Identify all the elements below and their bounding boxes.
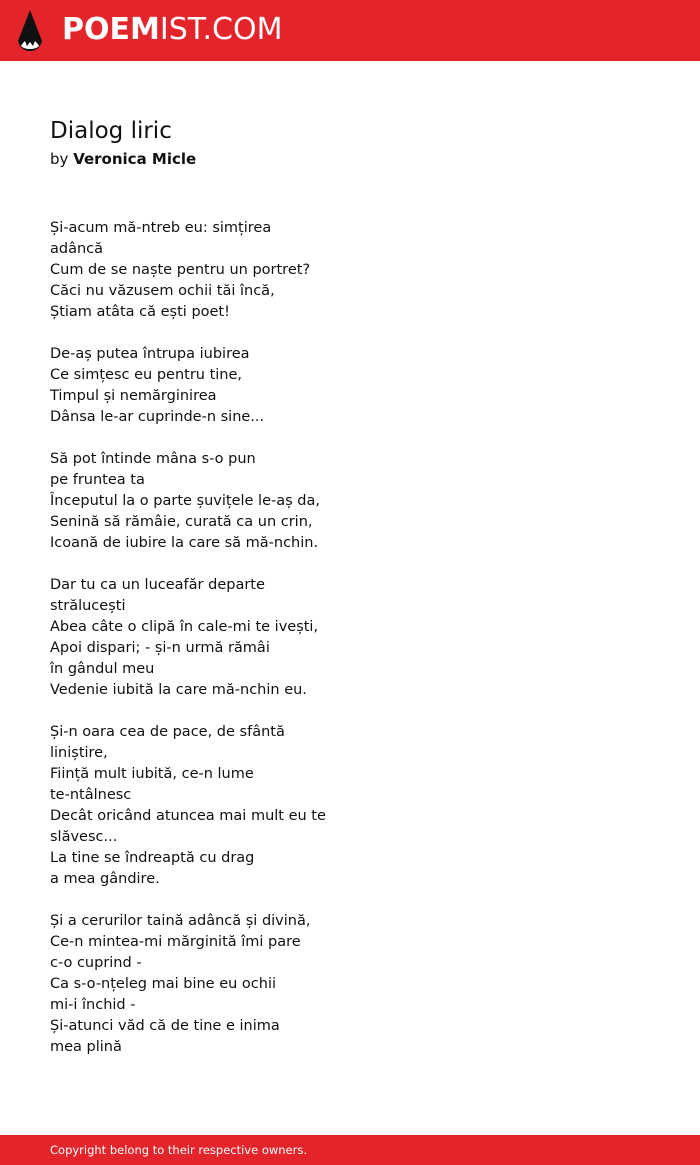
poem-line: te-ntâlnesc: [50, 787, 132, 803]
top-bar: [0, 0, 700, 61]
poem-line: Începutul la o parte șuvițele le-aș da,: [50, 493, 320, 509]
poem-line: De-aș putea întrupa iubirea: [50, 346, 250, 362]
poem-line: liniștire,: [50, 745, 108, 761]
poem-title: Dialog liric: [50, 118, 172, 144]
poem-line: Senină să rămâie, curată ca un crin,: [50, 514, 313, 530]
stanza-break: [50, 701, 350, 722]
poem-line: Și-acum mă-ntreb eu: simțirea: [50, 220, 272, 236]
poem-line: Și a cerurilor taină adâncă și divină,: [50, 913, 311, 929]
stanza-break: [50, 554, 350, 575]
poem-line: Și-atunci văd că de tine e inima: [50, 1018, 280, 1034]
poem-line: mea plină: [50, 1039, 122, 1055]
poem-line: Decât oricând atuncea mai mult eu te: [50, 808, 326, 824]
poem-line: adâncă: [50, 241, 104, 257]
poem-line: Vedenie iubită la care mă-nchin eu.: [50, 682, 307, 698]
stanza-break: [50, 428, 350, 449]
logo-wordmark-bold: POEM: [62, 12, 160, 47]
poem-line: a mea gândire.: [50, 871, 160, 887]
poem-line: Timpul și nemărginirea: [50, 388, 217, 404]
author-name[interactable]: Veronica Micle: [73, 150, 197, 168]
poem-line: în gândul meu: [50, 661, 155, 677]
logo-wordmark-light: IST.COM: [159, 12, 283, 47]
poem-line: c-o cuprind -: [50, 955, 142, 971]
poem-body: [50, 218, 350, 1058]
poem-line: mi-i închid -: [50, 997, 136, 1013]
poem-line: slăvesc...: [50, 829, 118, 845]
byline-prefix: by: [50, 150, 69, 168]
poem-line: Știam atâta că ești poet!: [50, 304, 230, 320]
poem-line: Abea câte o clipă în cale-mi te ivești,: [50, 619, 319, 635]
stanza-break: [50, 323, 350, 344]
poem-line: Dar tu ca un luceafăr departe: [50, 577, 265, 593]
poem-line: Icoană de iubire la care să mă-nchin.: [50, 535, 319, 551]
poem-line: Ce-n mintea-mi mărginită îmi pare: [50, 934, 301, 950]
poem-line: Și-n oara cea de pace, de sfântă: [50, 724, 285, 740]
poem-line: Căci nu văzusem ochii tăi încă,: [50, 283, 275, 299]
poem-line: Ce simțesc eu pentru tine,: [50, 367, 243, 383]
poem-line: La tine se îndreaptă cu drag: [50, 850, 255, 866]
pencil-tip-icon[interactable]: [17, 10, 43, 52]
poem-line: strălucești: [50, 598, 126, 614]
poem-line: Apoi dispari; - și-n urmă rămâi: [50, 640, 270, 656]
poem-line: pe fruntea ta: [50, 472, 145, 488]
site-logo[interactable]: [62, 12, 282, 48]
poem-line: Ca s-o-nțeleg mai bine eu ochii: [50, 976, 277, 992]
poem-line: Dânsa le-ar cuprinde-n sine...: [50, 409, 265, 425]
stanza-break: [50, 890, 350, 911]
poem-line: Cum de se naște pentru un portret?: [50, 262, 311, 278]
footer-bar: [0, 1135, 700, 1165]
copyright-text: Copyright belong to their respective owners.: [50, 1143, 308, 1157]
poem-line: Să pot întinde mâna s-o pun: [50, 451, 256, 467]
poem-line: Ființă mult iubită, ce-n lume: [50, 766, 254, 782]
byline: [50, 148, 196, 170]
